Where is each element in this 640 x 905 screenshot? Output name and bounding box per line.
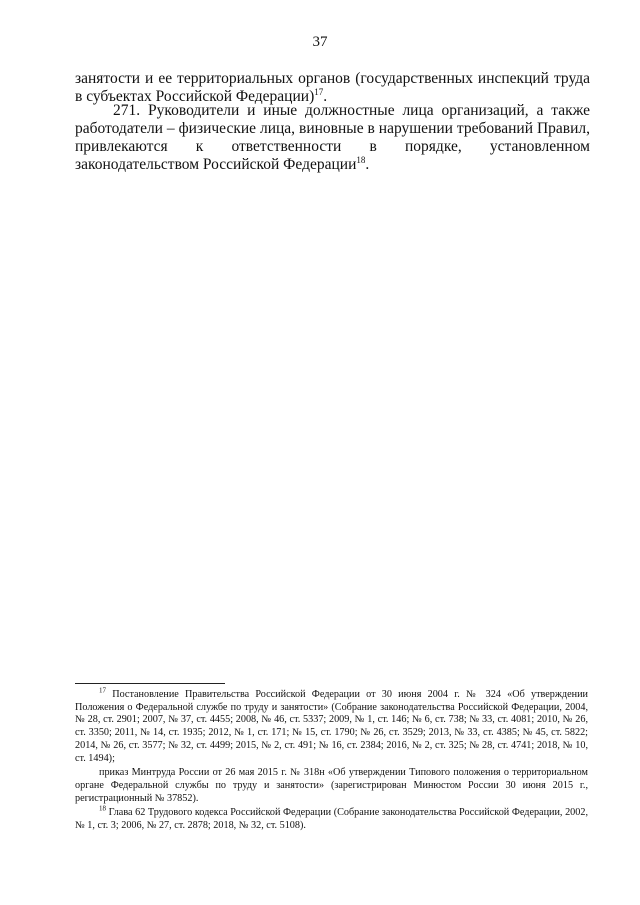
paragraph-end: . [323,88,328,105]
footnote-text: приказ Минтруда России от 26 мая 2015 г. № 318н «Об утверждении Типового положения о территориальном органе Федеральной службы по труду и занятости» (зарегистрирован Минюстом России 30 июня 2015 г., регистрационный № 37852). [75,767,588,804]
footnote-marker: 17 [99,686,106,695]
footnote-marker: 18 [99,804,106,813]
footnote-17 [75,686,588,765]
paragraph-text: 271. Руководители и иные должностные лица организаций, а также работодатели – физические лица, виновные в нарушении требований Правил, привлекаются к ответственности в порядке, установленном законодательством Российской Федерации [75,102,590,173]
paragraph-end: . [365,156,370,173]
footnote-separator [75,683,225,684]
footnote-text: Постановление Правительства Российской Федерации от 30 июня 2004 г. № 324 «Об утверждении Положения о Федеральной службе по труду и занятости» (Собрание законодательства Российской Федерации, 2004, № 28, ст. 2901; 2007, № 37, ст. 4455; 2008, № 46, ст. 5337; 2009, № 1, ст. 146; № 6, ст. 738; № 33, ст. 4081; 2010, № 26, ст. 3350; 2011, № 14, ст. 1935; 2012, № 1, ст. 171; № 15, ст. 1790; № 26, ст. 3529; 2013, № 33, ст. 4385; № 45, ст. 5822; 2014, № 26, ст. 3577; № 32, ст. 4499; 2015, № 2, ст. 491; № 16, ст. 2384; 2016, № 2, ст. 325; № 28, ст. 4741; 2018, № 10, ст. 1494); [75,689,588,764]
footnote-ref-18[interactable]: 18 [356,154,366,165]
paragraph-continuation [75,70,590,106]
footnote-17-continuation [75,767,588,805]
page-number: 37 [312,34,328,50]
footnotes-section [75,686,588,835]
footnote-18 [75,804,588,832]
footnote-text: Глава 62 Трудового кодекса Российской Федерации (Собрание законодательства Российской Федерации, 2002, № 1, ст. 3; 2006, № 27, ст. 2878; 2018, № 32, ст. 5108). [75,807,588,832]
paragraph-271 [75,102,590,174]
paragraph-text: занятости и ее территориальных органов (государственных инспекций труда в субъектах Российской Федерации) [75,70,590,105]
footnote-ref-17[interactable]: 17 [314,86,324,97]
